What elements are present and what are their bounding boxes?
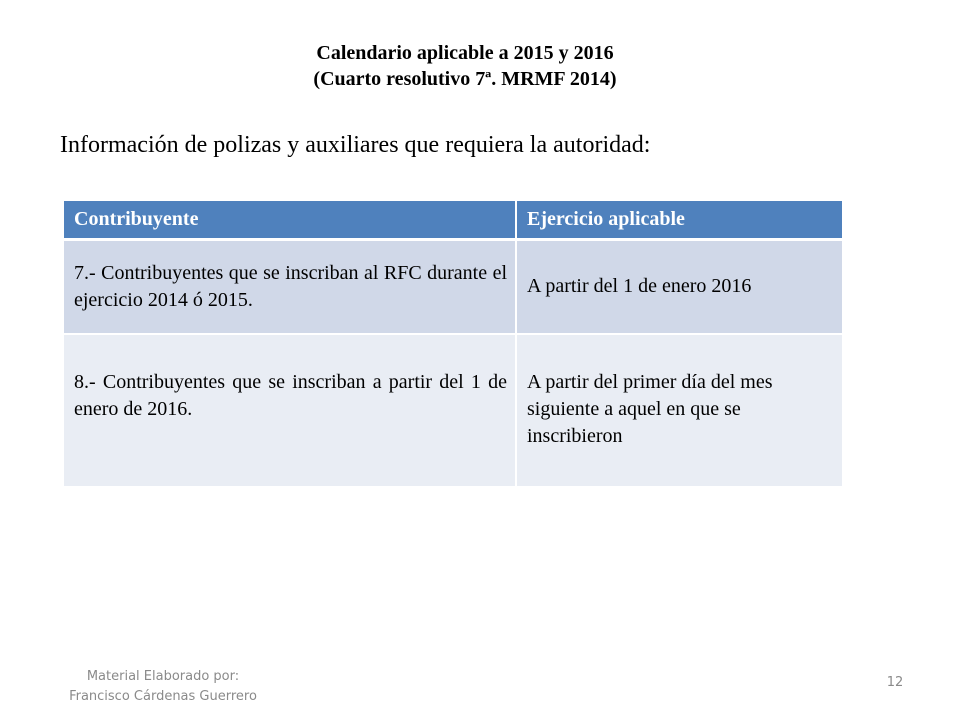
- calendar-table: [64, 201, 844, 488]
- footer-credit: [58, 667, 268, 707]
- table-row: [64, 334, 843, 487]
- header-contribuyente: Contribuyente: [64, 201, 516, 239]
- footer-line-2: Francisco Cárdenas Guerrero: [69, 689, 257, 704]
- title-line-1: Calendario aplicable a 2015 y 2016: [316, 42, 614, 64]
- title-line-2: (Cuarto resolutivo 7ª. MRMF 2014): [313, 68, 617, 90]
- table-header-row: [64, 201, 843, 239]
- slide-title: [0, 40, 930, 92]
- cell-contribuyente: 8.- Contribuyentes que se inscriban a partir del 1 de enero de 2016.: [64, 334, 516, 487]
- footer-line-1: Material Elaborado por:: [86, 669, 240, 684]
- cell-ejercicio: A partir del primer día del mes siguiente a aquel en que se inscribieron: [516, 334, 843, 487]
- table-row: [64, 239, 843, 334]
- slide-subtitle: Información de polizas y auxiliares que requiera la autoridad:: [60, 132, 651, 158]
- header-ejercicio-aplicable: Ejercicio aplicable: [516, 201, 843, 239]
- cell-ejercicio: A partir del 1 de enero 2016: [516, 239, 843, 334]
- page-number: 12: [886, 675, 904, 690]
- cell-contribuyente: 7.- Contribuyentes que se inscriban al RFC durante el ejercicio 2014 ó 2015.: [64, 239, 516, 334]
